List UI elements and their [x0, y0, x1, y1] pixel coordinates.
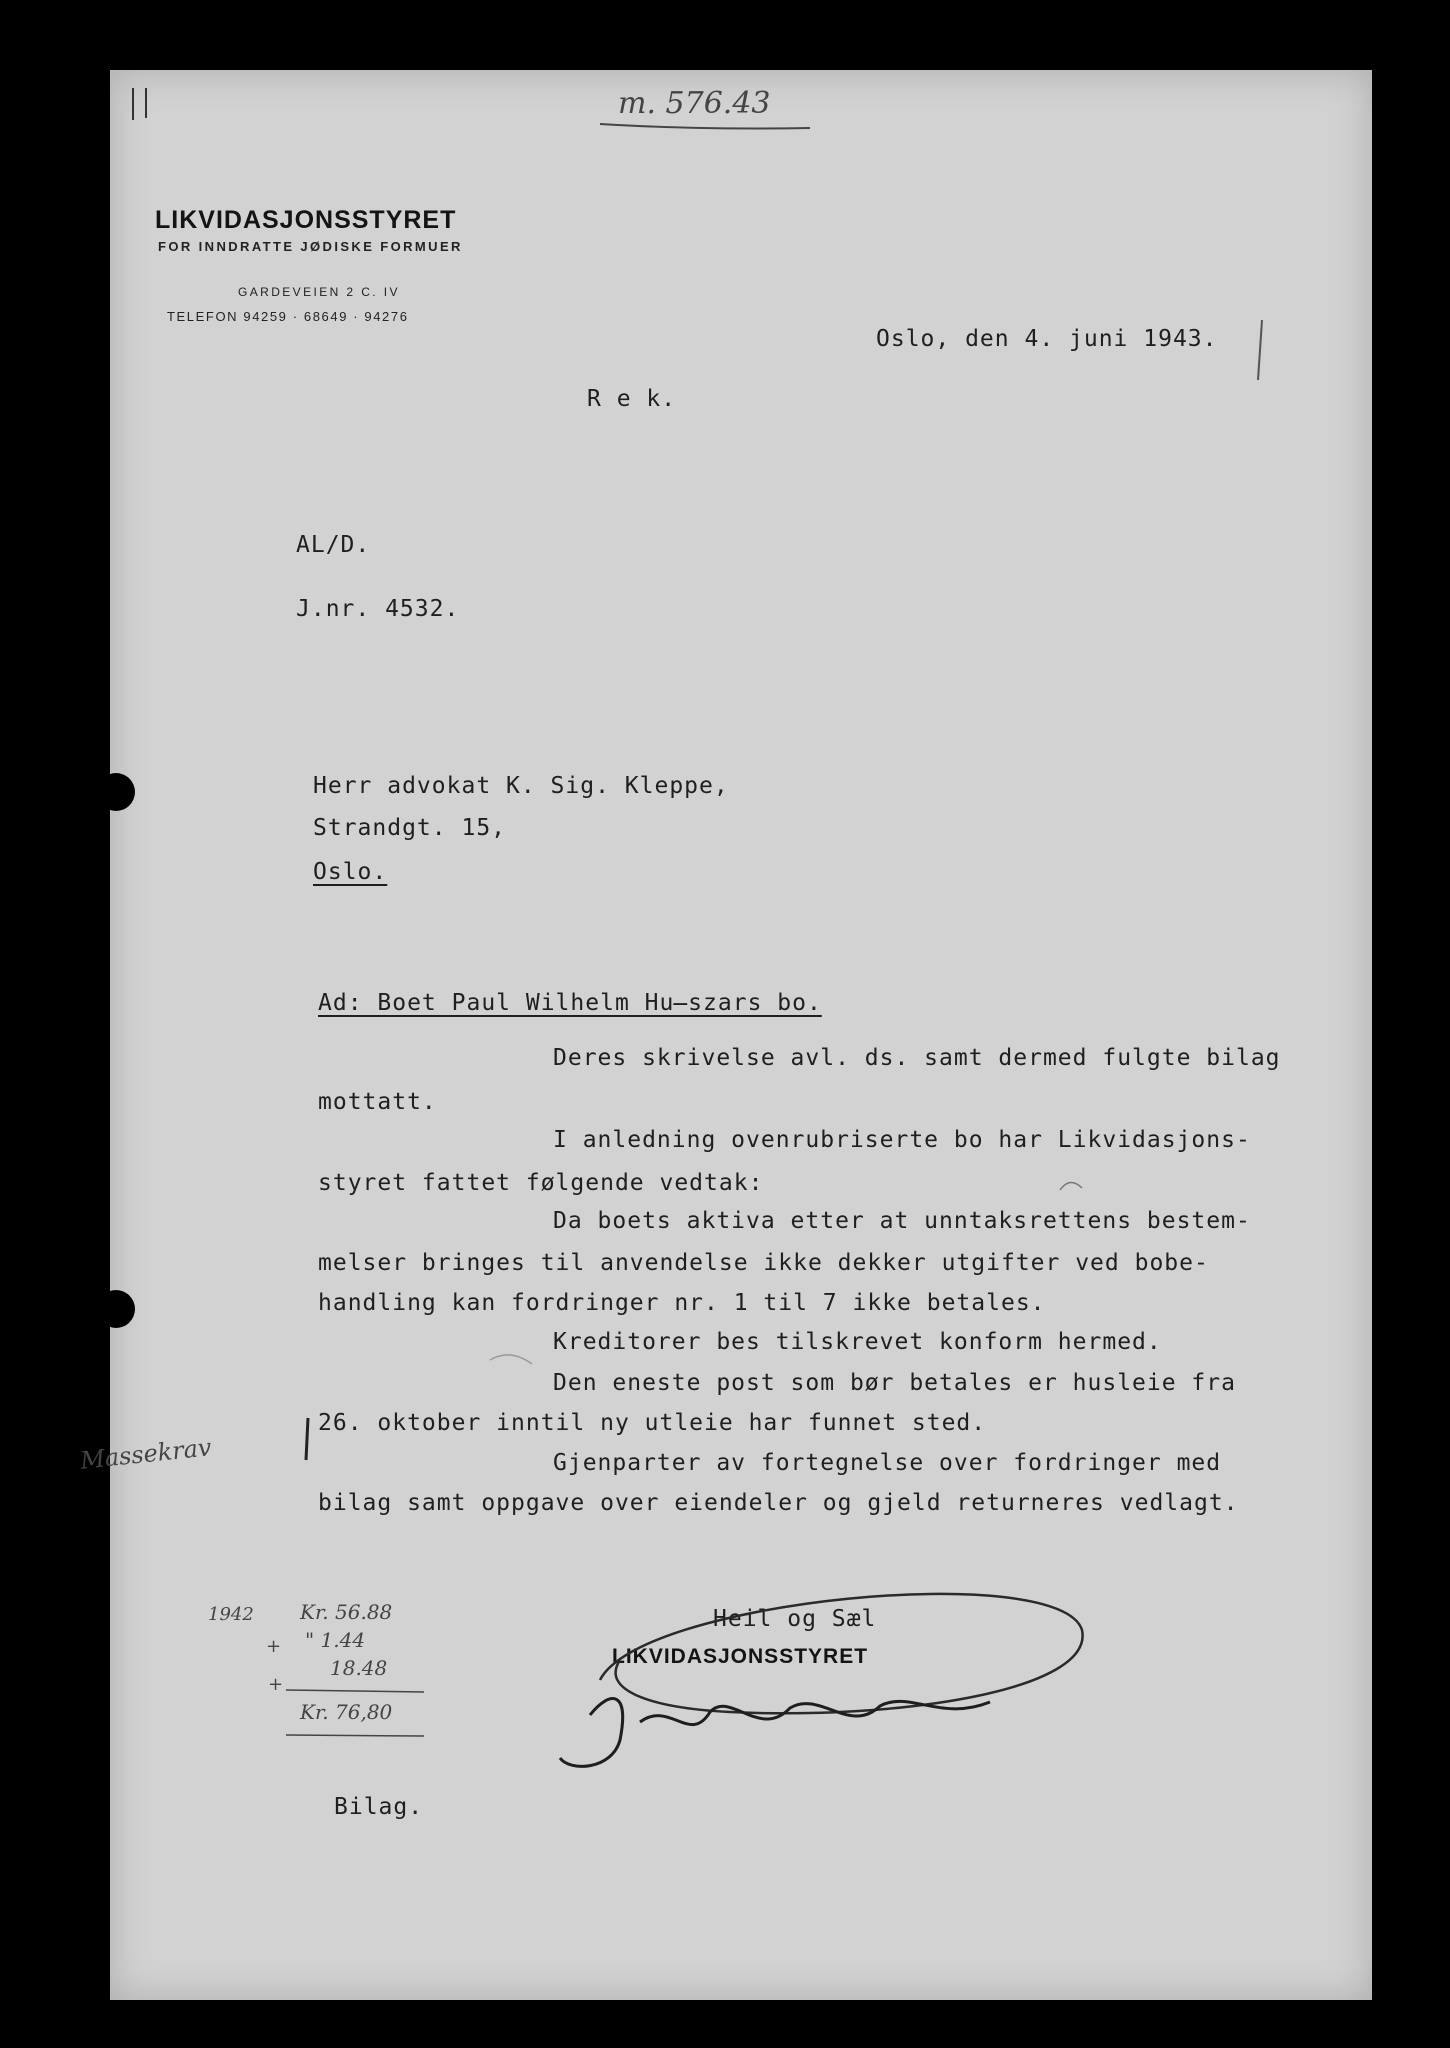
- body-line-11: Gjenparter av fortegnelse over fordringer med: [553, 1450, 1222, 1476]
- closing-greeting: Heil og Sæl: [713, 1606, 877, 1632]
- enclosure-label: Bilag.: [334, 1794, 424, 1820]
- journal-number: J.nr. 4532.: [296, 596, 460, 622]
- calc-plus-2: +: [268, 1674, 284, 1695]
- body-line-6: melser bringes til anvendelse ikke dekker utgifter ved bobe-: [318, 1250, 1209, 1276]
- letterhead-name: LIKVIDASJONSSTYRET: [155, 206, 457, 234]
- body-handmark-2: [490, 1355, 532, 1364]
- calc-rule-2: [286, 1735, 424, 1736]
- body-line-3: I anledning ovenrubriserte bo har Likvidasjons-: [553, 1127, 1251, 1153]
- body-line-5: Da boets aktiva etter at unntaksrettens bestem-: [553, 1208, 1251, 1234]
- calc-line-3: 18.48: [330, 1656, 388, 1680]
- recipient-name: Herr advokat K. Sig. Kleppe,: [313, 773, 729, 799]
- margin-bar: [306, 1418, 308, 1460]
- subject-line: Ad: Boet Paul Wilhelm Hu̶szars bo.: [318, 990, 822, 1016]
- body-line-1: Deres skrivelse avl. ds. samt dermed fulgte bilag: [553, 1045, 1281, 1071]
- archive-mark-underline: [600, 124, 810, 129]
- body-line-9: Den eneste post som bør betales er husleie fra: [553, 1370, 1236, 1396]
- date-line: Oslo, den 4. juni 1943.: [876, 326, 1218, 352]
- body-line-4: styret fattet følgende vedtak:: [318, 1170, 764, 1196]
- calc-line-1: Kr. 56.88: [300, 1600, 393, 1624]
- body-line-2: mottatt.: [318, 1089, 437, 1115]
- body-line-8: Kreditorer bes tilskrevet konform hermed.: [553, 1329, 1162, 1355]
- body-handmark: [1060, 1182, 1082, 1190]
- date-right-bar: [1258, 320, 1262, 380]
- calc-plus-1: +: [266, 1636, 282, 1657]
- body-line-12: bilag samt oppgave over eiendeler og gjeld returneres vedlagt.: [318, 1490, 1239, 1516]
- recipient-street: Strandgt. 15,: [313, 815, 507, 841]
- calc-year: 1942: [208, 1604, 254, 1625]
- signature-scrawl: [560, 1699, 990, 1767]
- letterhead-address: GARDEVEIEN 2 C. IV: [238, 285, 400, 299]
- signature-loop: [600, 1594, 1083, 1713]
- reference: AL/D.: [296, 532, 371, 558]
- letterhead-subtitle: FOR INNDRATTE JØDISKE FORMUER: [158, 239, 463, 254]
- body-line-7: handling kan fordringer nr. 1 til 7 ikke betales.: [318, 1290, 1046, 1316]
- recipient-city: Oslo.: [313, 859, 388, 885]
- archive-mark: m. 576.43: [618, 86, 771, 121]
- calc-line-2: " 1.44: [305, 1628, 366, 1652]
- calc-total: Kr. 76,80: [300, 1700, 393, 1724]
- margin-note: Massekrav: [78, 1433, 213, 1475]
- calc-rule-1: [286, 1690, 424, 1692]
- body-line-10: 26. oktober inntil ny utleie har funnet sted.: [318, 1410, 987, 1436]
- closing-stamp: LIKVIDASJONSSTYRET: [612, 1645, 869, 1668]
- rek-label: R e k.: [587, 386, 677, 412]
- letterhead-telephone: TELEFON 94259 · 68649 · 94276: [167, 309, 409, 324]
